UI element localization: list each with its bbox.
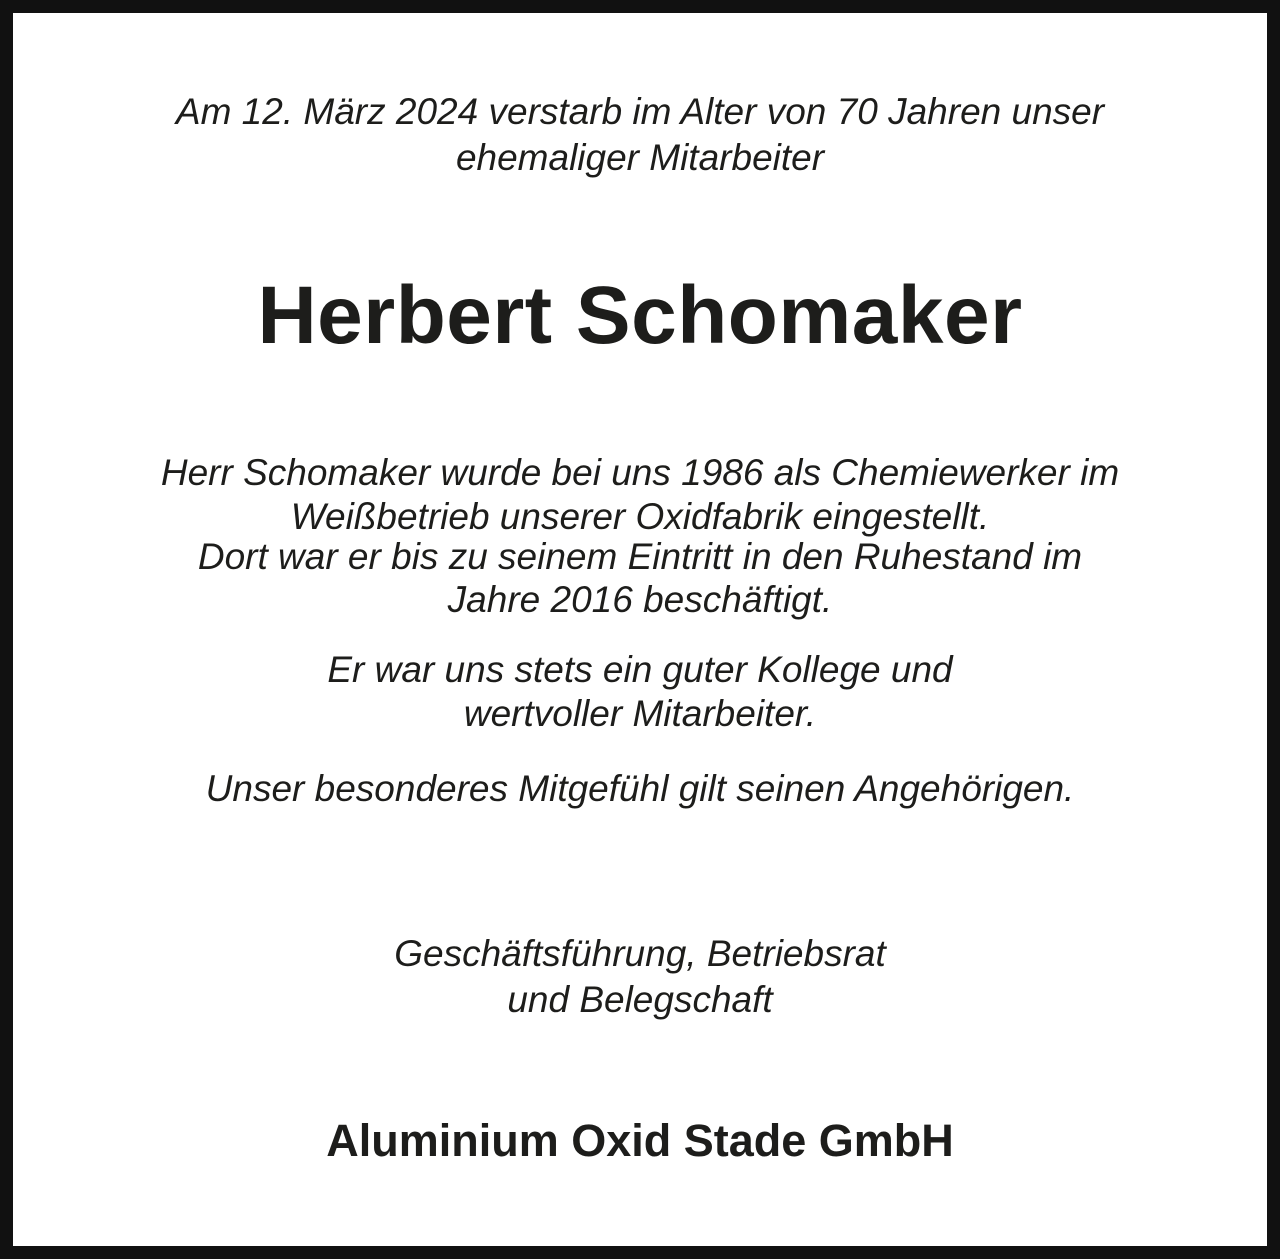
tribute-line-1: Er war uns stets ein guter Kollege und xyxy=(327,649,953,690)
deceased-name: Herbert Schomaker xyxy=(257,270,1023,361)
biography-line-2: Weißbetrieb unserer Oxidfabrik eingestellt. xyxy=(290,496,990,537)
tribute-line-2: wertvoller Mitarbeiter. xyxy=(463,693,817,734)
signatories-line-1: Geschäftsführung, Betriebsrat xyxy=(394,933,886,974)
company-name: Aluminium Oxid Stade GmbH xyxy=(326,1115,954,1166)
biography-line-3: Dort war er bis zu seinem Eintritt in den Ruhestand im xyxy=(197,536,1083,577)
intro-line-1: Am 12. März 2024 verstarb im Alter von 70 Jahren unser xyxy=(175,91,1105,132)
intro-line-2: ehemaliger Mitarbeiter xyxy=(455,137,825,178)
signatories-line-2: und Belegschaft xyxy=(507,979,773,1020)
biography-line-1: Herr Schomaker wurde bei uns 1986 als Chemiewerker im xyxy=(160,452,1120,493)
biography-line-4: Jahre 2016 beschäftigt. xyxy=(447,579,833,620)
condolence-line: Unser besonderes Mitgefühl gilt seinen Angehörigen. xyxy=(205,768,1075,809)
